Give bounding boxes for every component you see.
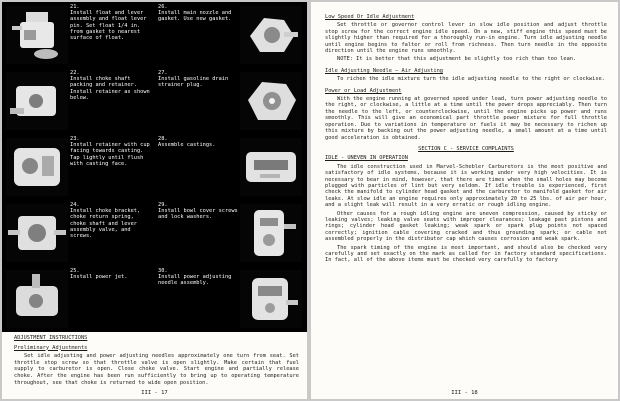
step-number: 22. — [70, 70, 80, 76]
step-description: Install power adjusting needle assembly. — [158, 274, 232, 287]
step-description: Assemble castings. — [158, 142, 216, 149]
section-title: SECTION C - SERVICE COMPLAINTS — [418, 145, 514, 152]
step-29 — [154, 200, 306, 266]
note-text: NOTE: It is better that this adjustment be slightly too rich than too lean. — [337, 56, 577, 63]
step-text — [158, 4, 240, 23]
body-paragraph: To richen the idle mixture turn the idle adjusting needle to the right or clockwise. — [337, 76, 605, 83]
body-paragraph: With the engine running at governed speed under load, turn power adjusting needle to the right, or clockwise, a little at a time until the power drops appreciably. Then turn the needle to the left, or counterclockwise, until the engine picks up power and runs smoothly. This will give an economical part throttle power mixture for full throttle operation. Due to variations in temperature or fuels it may be necessary to richen up this mixture by backing out the power adjusting needle, a small amount at a time until good acceleration is obtained. — [325, 96, 607, 141]
page-number: III - 17 — [141, 390, 168, 396]
carburetor-assembly-icon — [240, 204, 302, 262]
step-text — [158, 136, 240, 148]
step-28 — [154, 134, 306, 200]
carburetor-top-with-float-icon — [6, 6, 68, 64]
adjustment-instructions — [14, 335, 299, 386]
step-25 — [2, 266, 154, 332]
body-paragraph: The idle construction used in Marvel-Schebler Carburetors is the most positive and satisfactory of idle systems, because it is working under very high velocities. It is necessary to bear in mind, however, that there are times when the small holes may become plugged with particles of lint but very seldom. If idle trouble is experienced, first check the manifold to cylinder head gasket and the carburetor to manifold gasket for air leaks. At slow idle an engine requires only approximately 20 to 25 lbs. of air per hour, and a slight leak will result in a very erratic or rough idling engine. — [325, 163, 607, 209]
body-paragraph: The spark timing of the engine is most important, and should also be checked very carefully and set exactly on the mark as called for in factory standard specifications. In fact, all of the above items must be checked very carefully to factory — [325, 244, 607, 264]
step-text — [70, 4, 152, 41]
section-heading: Low Speed Or Idle Adjustment — [325, 14, 415, 20]
complete-carburetor-icon — [240, 270, 302, 328]
carburetor-body-icon — [240, 6, 302, 64]
step-description: Install power jet. — [70, 274, 128, 281]
throttle-body-icon — [6, 72, 68, 130]
photo-grid — [2, 2, 307, 332]
section-heading: Idle Adjusting Needle — Air Adjusting — [325, 67, 443, 74]
step-number: 24. — [70, 202, 80, 208]
step-description: Install gasoline drain strainer plug. — [158, 76, 229, 89]
carburetor-body-icon — [240, 72, 302, 130]
body-paragraph: Set idle adjusting and power adjusting needles approximately one turn from seat. Set throttle stop screw so that throttle valve is open slightly. Make certain that fuel supply to carburetor is open. Close choke valve. Start engine and partially release choke. After the engine has been run sufficiently to bring up to operating temperature throughout, see that choke is returned to wide open position. — [14, 353, 299, 386]
step-text — [158, 268, 240, 287]
step-description: Install choke bracket, choke return spring, choke shaft and lever assembly valve, and screws. — [70, 208, 141, 240]
step-text — [158, 202, 240, 221]
right-page-text — [325, 14, 607, 266]
step-26 — [154, 2, 306, 68]
step-number: 26. — [158, 4, 168, 10]
step-description: Install bowl cover screws and lock washers. — [158, 208, 238, 221]
step-text — [158, 70, 240, 89]
step-number: 30. — [158, 268, 168, 274]
step-text — [70, 202, 152, 239]
body-paragraph: Other causes for a rough idling engine are uneven compression, caused by sticky or leaking valves; leaking valve seats with improper clearances; leakage past pistons and rings; cylinder head gasket leaking; weak spark or spark plug points not spaced correctly; ignition cable covering cracked and thus grounding spark; or cable not assembled properly in the distributor cap which causes corrosion and weak spark. — [325, 210, 607, 243]
step-text — [70, 136, 152, 167]
section-subtitle: IDLE - UNEVEN IN OPERATION — [325, 155, 408, 162]
assembled-castings-icon — [240, 138, 302, 196]
step-24 — [2, 200, 154, 266]
step-number: 25. — [70, 268, 80, 274]
step-description: Install main nozzle and gasket. Use new gasket. — [158, 10, 232, 23]
power-jet-icon — [6, 270, 68, 328]
step-description: Install retainer with cup facing towards casting. Tap lightly until flush with casting face. — [70, 142, 150, 167]
section-heading: ADJUSTMENT INSTRUCTIONS — [14, 335, 88, 341]
step-number: 29. — [158, 202, 168, 208]
step-description: Install choke shaft packing and retainer. Install retainer as shown below. — [70, 76, 150, 101]
step-27 — [154, 68, 306, 134]
step-number: 27. — [158, 70, 168, 76]
step-23 — [2, 134, 154, 200]
section-subheading: Preliminary Adjustments — [14, 344, 88, 351]
step-description: Install float and lever assembly and float lever pin. Set float 1/4 in. from gasket to nearest surface of float. — [70, 10, 147, 42]
step-text — [70, 70, 152, 101]
step-number: 28. — [158, 136, 168, 142]
step-text — [70, 268, 152, 280]
step-number: 21. — [70, 4, 80, 10]
page-number: III - 18 — [451, 390, 478, 396]
step-21 — [2, 2, 154, 68]
body-paragraph: Set throttle or governor control lever in slow idle position and adjust throttle stop screw for the correct engine idle speed. On a new, stiff engine this speed must be slightly higher than required for a thoroughly run-in engine. Turn idle adjusting needle until engine begins to falter or roll from richness. Then turn needle in the opposite direction until the engine runs smoothly. — [325, 22, 607, 55]
section-heading: Power or Load Adjustment — [325, 87, 402, 94]
choke-bracket-icon — [6, 204, 68, 262]
right-page — [311, 2, 618, 399]
left-page — [2, 2, 307, 399]
carburetor-casting-icon — [6, 138, 68, 196]
step-22 — [2, 68, 154, 134]
step-30 — [154, 266, 306, 332]
step-number: 23. — [70, 136, 80, 142]
